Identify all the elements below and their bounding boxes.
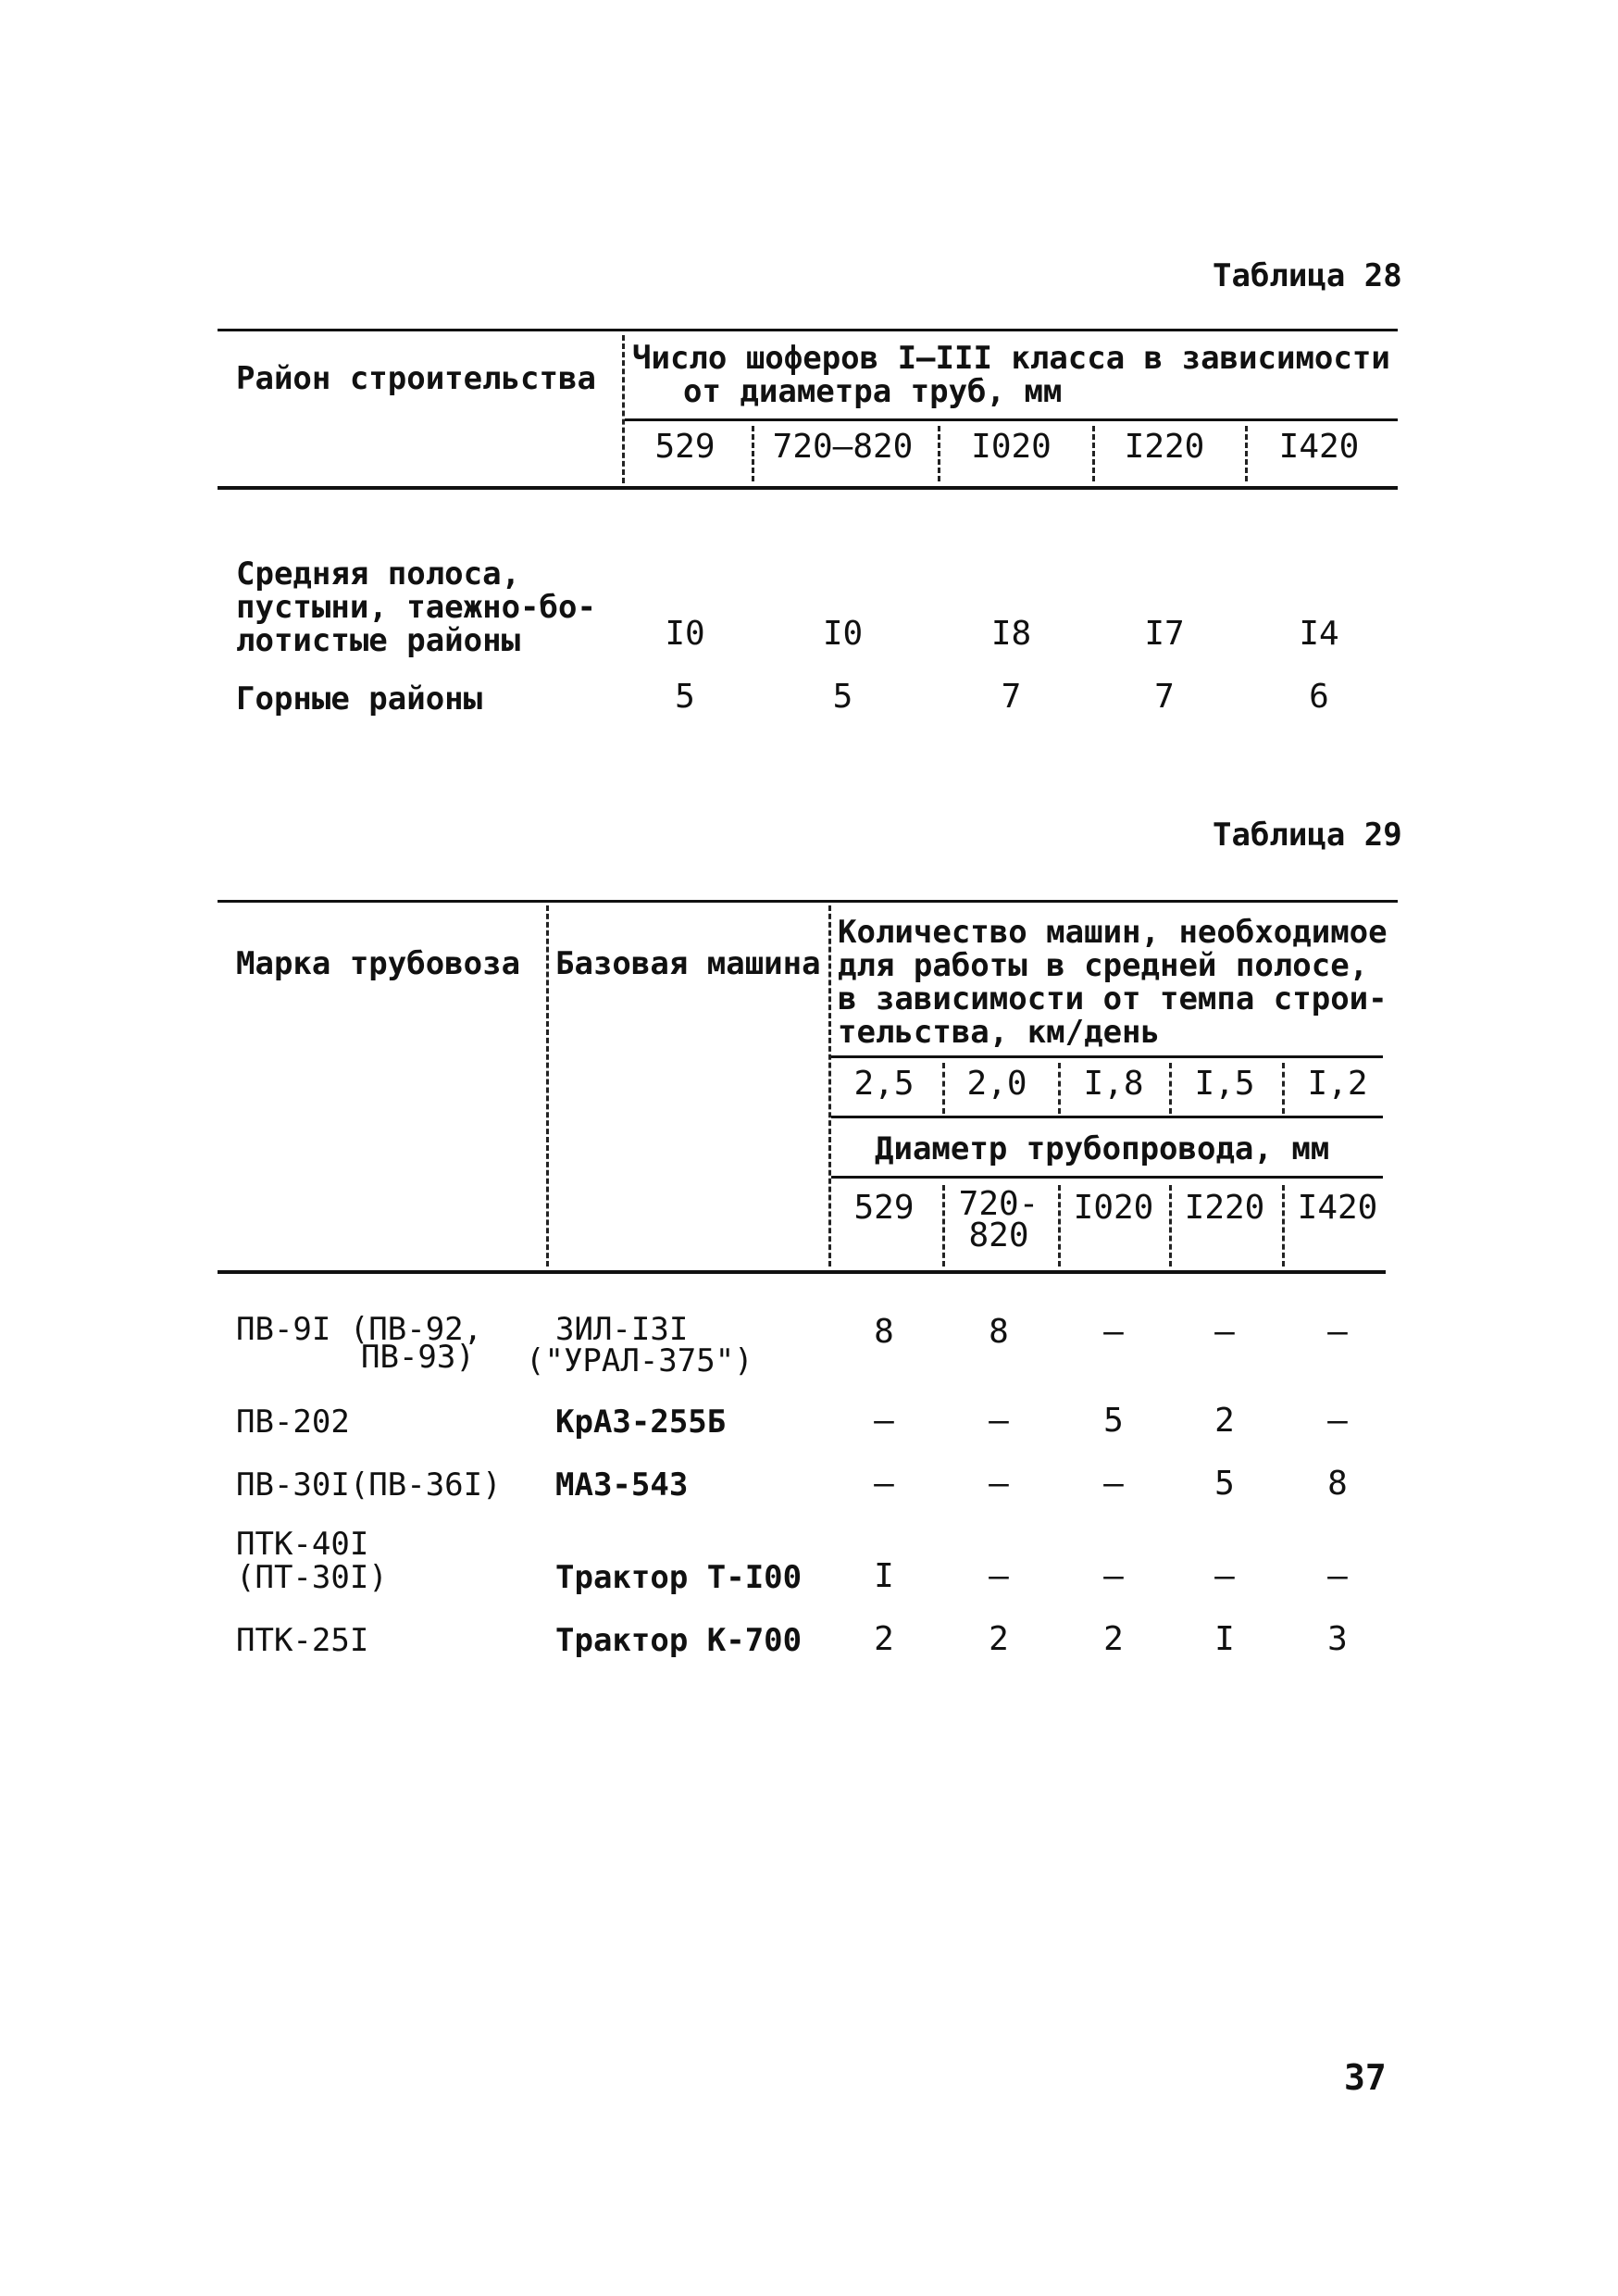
table28-header-group-line1: Число шоферов I–III класса в зависимости <box>632 340 1390 377</box>
table29-rate: I,2 <box>1307 1065 1368 1103</box>
table29-header-qty-line4: тельства, км/день <box>838 1014 1160 1051</box>
table29-cell: 5 <box>1214 1465 1235 1503</box>
table28-header-mid-rule <box>625 418 1398 421</box>
table29-diam-divider <box>1169 1185 1172 1267</box>
table29-cell: – <box>874 1402 894 1440</box>
table29-header-divider <box>546 905 549 1267</box>
table28-cell: 6 <box>1309 678 1329 716</box>
table29-diameter: I020 <box>1073 1189 1154 1227</box>
table28-row1-region-line1: Средняя полоса, <box>236 555 521 593</box>
table28-header-group-line2: от диаметра труб, мм <box>683 373 1063 410</box>
table29-top-rule <box>218 900 1398 903</box>
table29-cell: – <box>874 1465 894 1503</box>
table29-header-qty-line2: для работы в средней полосе, <box>838 947 1369 984</box>
page-number: 37 <box>1344 2057 1387 2098</box>
table28-header-divider <box>622 335 625 483</box>
table28-diameter: I020 <box>971 428 1052 466</box>
table29-rate-bottom-rule <box>831 1116 1383 1118</box>
table28-row1-region-line3: лотистые районы <box>236 622 521 659</box>
table29-row2-base: КрАЗ-255Б <box>555 1404 727 1441</box>
table29-header-base: Базовая машина <box>555 945 821 982</box>
table29-row2-brand: ПВ-202 <box>236 1404 350 1441</box>
table29-header-qty-line3: в зависимости от темпа строи- <box>838 980 1388 1017</box>
table29-rate: I,5 <box>1194 1065 1255 1103</box>
table29-rate: I,8 <box>1083 1065 1144 1103</box>
table29-diam-rule <box>831 1176 1383 1179</box>
table29-diameter: I420 <box>1297 1189 1378 1227</box>
table29-cell: 3 <box>1327 1620 1348 1658</box>
table28-cell: 5 <box>675 678 695 716</box>
table28-cell: 7 <box>1001 678 1022 716</box>
table29-header-bottom-rule <box>218 1270 1386 1274</box>
table29-row4-base: Трактор Т-I00 <box>555 1559 803 1596</box>
table29-diameter: 720- <box>958 1185 1039 1223</box>
table28-diameter: I420 <box>1278 428 1360 466</box>
table29-row4-brand-line1: ПТК-40I <box>236 1526 369 1563</box>
table29-diameter: 820 <box>968 1217 1029 1254</box>
table29-cell: – <box>1327 1402 1348 1440</box>
table29-diameter: I220 <box>1184 1189 1265 1227</box>
table28-cell: 5 <box>832 678 853 716</box>
table29-row1-base-line2: ("УРАЛ-375") <box>526 1342 753 1379</box>
table29-cell: – <box>989 1557 1009 1595</box>
table29-cell: 2 <box>989 1620 1009 1658</box>
table29-row1-brand-line1: ПВ-9I (ПВ-92, <box>236 1311 483 1348</box>
table29-row4-brand-line2: (ПТ-30I) <box>236 1559 388 1596</box>
table28-top-rule <box>218 329 1398 331</box>
table28-cell: 7 <box>1154 678 1175 716</box>
table29-cell: 2 <box>1214 1402 1235 1440</box>
table29-cell: – <box>1214 1313 1235 1351</box>
table29-rate-top-rule <box>831 1055 1383 1058</box>
table29-row1-brand-line2: ПВ-93) <box>361 1339 475 1376</box>
table29-diam-divider <box>942 1185 945 1267</box>
table29-cell: 8 <box>874 1313 894 1351</box>
table28-cell: I0 <box>822 615 864 653</box>
table29-row5-brand: ПТК-25I <box>236 1622 369 1659</box>
table28-caption: Таблица 28 <box>1213 257 1402 294</box>
table29-cell: – <box>1327 1557 1348 1595</box>
table29-cell: – <box>1103 1465 1124 1503</box>
table28-col-divider <box>752 426 754 481</box>
table28-diameter: 529 <box>654 428 716 466</box>
table28-header-region: Район строительства <box>236 360 596 397</box>
table29-cell: – <box>1327 1313 1348 1351</box>
table28-diameter: I220 <box>1124 428 1205 466</box>
table29-cell: 5 <box>1103 1402 1124 1440</box>
table28-cell: I8 <box>990 615 1032 653</box>
table28-row1-region-line2: пустыни, таежно-бо- <box>236 589 596 626</box>
table29-diam-divider <box>1058 1185 1061 1267</box>
table29-rate-divider <box>1058 1063 1061 1114</box>
table29-cell: – <box>1103 1557 1124 1595</box>
table29-row5-base: Трактор К-700 <box>555 1622 803 1659</box>
table29-rate-divider <box>942 1063 945 1114</box>
table28-col-divider <box>1245 426 1248 481</box>
table29-diameter: 529 <box>853 1189 915 1227</box>
table29-caption: Таблица 29 <box>1213 817 1402 854</box>
table29-cell: – <box>1103 1313 1124 1351</box>
table29-rate: 2,5 <box>853 1065 915 1103</box>
table29-rate-divider <box>1282 1063 1285 1114</box>
table29-cell: I <box>1214 1620 1235 1658</box>
table29-cell: – <box>989 1465 1009 1503</box>
table29-rate: 2,0 <box>966 1065 1027 1103</box>
table29-cell: 8 <box>1327 1465 1348 1503</box>
table28-header-bottom-rule <box>218 486 1398 490</box>
table29-cell: – <box>989 1402 1009 1440</box>
table29-header-qty-line1: Количество машин, необходимое <box>838 914 1388 951</box>
table29-header-divider <box>828 905 831 1267</box>
table29-header-brand: Марка трубовоза <box>236 945 521 982</box>
table29-diameter-header: Диаметр трубопровода, мм <box>875 1130 1330 1167</box>
table29-row3-brand: ПВ-30I(ПВ-36I) <box>236 1466 502 1504</box>
table28-diameter: 720–820 <box>772 428 914 466</box>
table28-cell: I4 <box>1299 615 1339 653</box>
table28-cell: I7 <box>1144 615 1185 653</box>
table29-row3-base: МАЗ-543 <box>555 1466 689 1504</box>
table29-rate-divider <box>1169 1063 1172 1114</box>
table29-diam-divider <box>1282 1185 1285 1267</box>
table28-col-divider <box>1092 426 1095 481</box>
table29-cell: I <box>874 1557 894 1595</box>
table28-cell: I0 <box>665 615 705 653</box>
table29-row1-base-line1: ЗИЛ-I3I <box>555 1311 689 1348</box>
table28-row2-region: Горные районы <box>236 680 483 718</box>
table29-cell: 2 <box>874 1620 894 1658</box>
table29-cell: 2 <box>1103 1620 1124 1658</box>
table29-cell: – <box>1214 1557 1235 1595</box>
table29-cell: 8 <box>989 1313 1009 1351</box>
table28-col-divider <box>938 426 940 481</box>
